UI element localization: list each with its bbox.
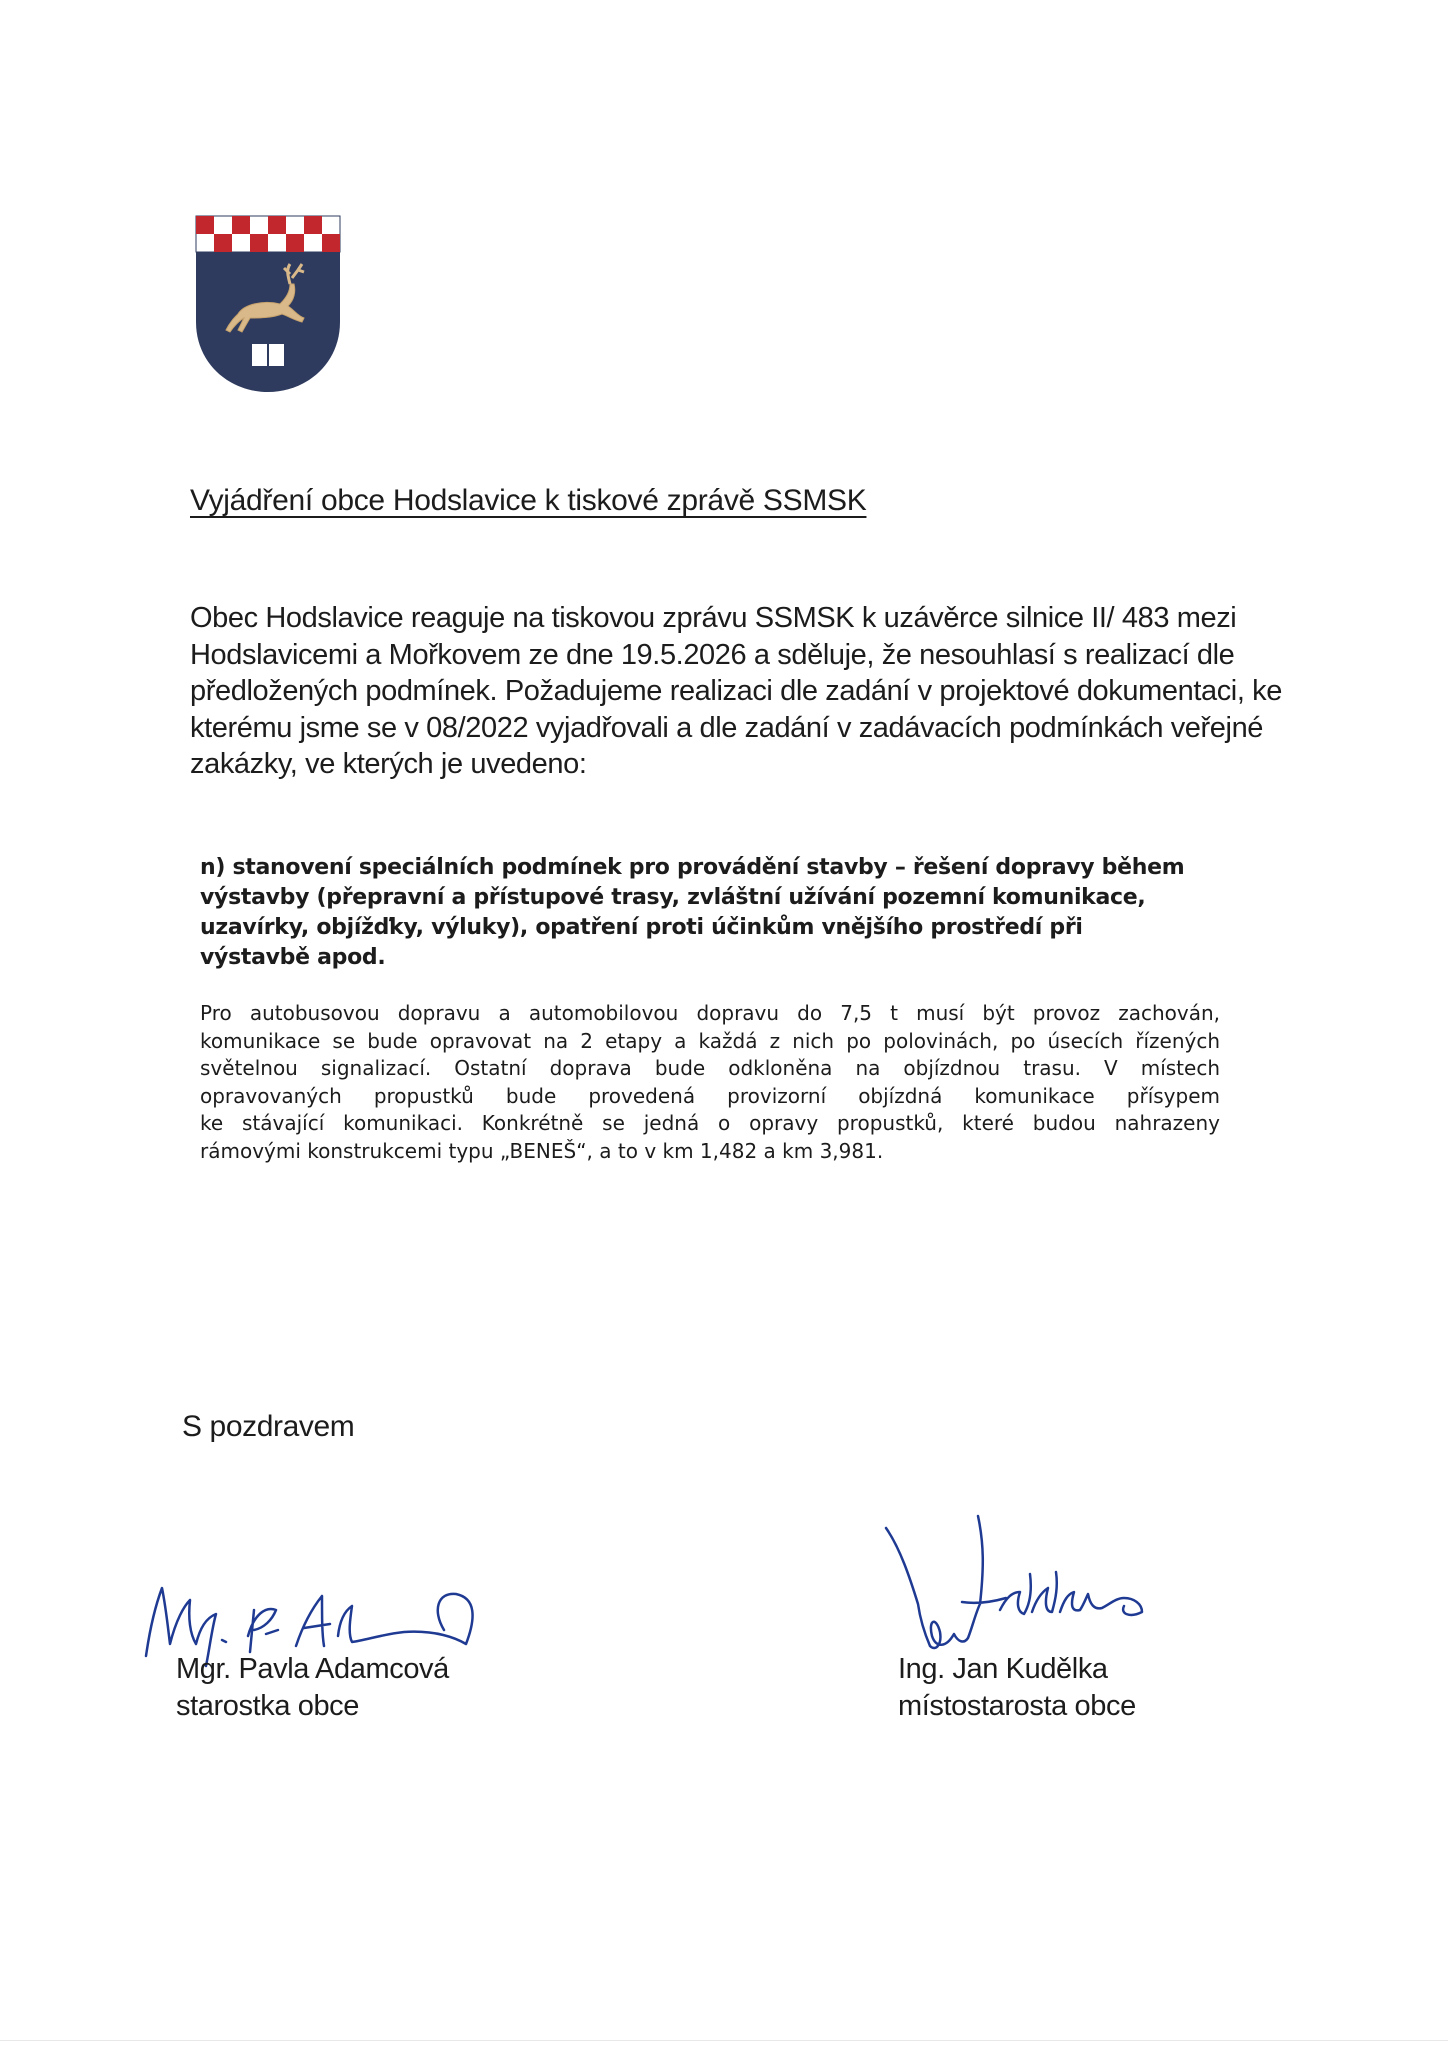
- quote-bold-line: výstavbě apod.: [200, 945, 386, 970]
- checker-band: [196, 216, 340, 252]
- signer-role: místostarosta obce: [898, 1690, 1136, 1722]
- quote-body-line: světelnou signalizací. Ostatní doprava bude odkloněna na objízdnou trasu. V místech: [200, 1056, 1220, 1080]
- quote-bold-line: uzavírky, objížďky, výluky), opatření proti účinkům vnějšího prostředí při: [200, 915, 1083, 940]
- quote-body-line: komunikace se bude opravovat na 2 etapy a každá z nich po polovinách, po úsecích řízených: [200, 1028, 1220, 1053]
- signer-name: Mgr. Pavla Adamcová: [176, 1653, 449, 1685]
- quote-bold-line: n) stanovení speciálních podmínek pro provádění stavby – řešení dopravy během: [200, 855, 1185, 880]
- quote-bold-line: výstavby (přepravní a přístupové trasy, zvláštní užívání pozemní komunikace,: [200, 885, 1146, 910]
- quote-body-line: rámovými konstrukcemi typu „BENEŠ“, a to v km 1,482 a km 3,981.: [200, 1138, 884, 1163]
- intro-line: zakázky, ve kterých je uvedeno:: [190, 748, 587, 780]
- quote-body-line: opravovaných propustků bude provedená provizorní objízdná komunikace přísypem: [200, 1083, 1220, 1108]
- intro-line: předložených podmínek. Požadujeme realizaci dle zadání v projektové dokumentaci, ke: [190, 675, 1282, 707]
- signer-block-right: [898, 1651, 1136, 1725]
- municipal-coat-of-arms-icon: [194, 214, 342, 394]
- intro-line: kterému jsme se v 08/2022 vyjadřovali a dle zadání v zadávacích podmínkách veřejné: [190, 711, 1264, 744]
- intro-paragraph: [190, 600, 1290, 783]
- scan-edge-divider: [0, 2040, 1448, 2041]
- quoted-condition-text: [200, 1000, 1220, 1165]
- signer-role: starostka obce: [176, 1690, 359, 1722]
- quote-body-line: ke stávající komunikaci. Konkrétně se jedná o opravy propustků, které budou nahrazeny: [200, 1111, 1220, 1135]
- document-title: Vyjádření obce Hodslavice k tiskové zprávě SSMSK: [190, 484, 867, 517]
- closing-greeting: S pozdravem: [182, 1410, 355, 1443]
- quoted-condition-heading: [200, 853, 1260, 973]
- signer-name: Ing. Jan Kudělka: [898, 1653, 1108, 1685]
- intro-line: Obec Hodslavice reaguje na tiskovou zprávu SSMSK k uzávěrce silnice II/ 483 mezi: [190, 602, 1237, 634]
- signer-block-left: [176, 1651, 449, 1725]
- intro-line: Hodslavicemi a Mořkovem ze dne 19.5.2026 a sděluje, že nesouhlasí s realizací dle: [190, 638, 1235, 671]
- quote-body-line: Pro autobusovou dopravu a automobilovou dopravu do 7,5 t musí být provoz zachován,: [200, 1001, 1220, 1025]
- book-icon: [252, 344, 284, 366]
